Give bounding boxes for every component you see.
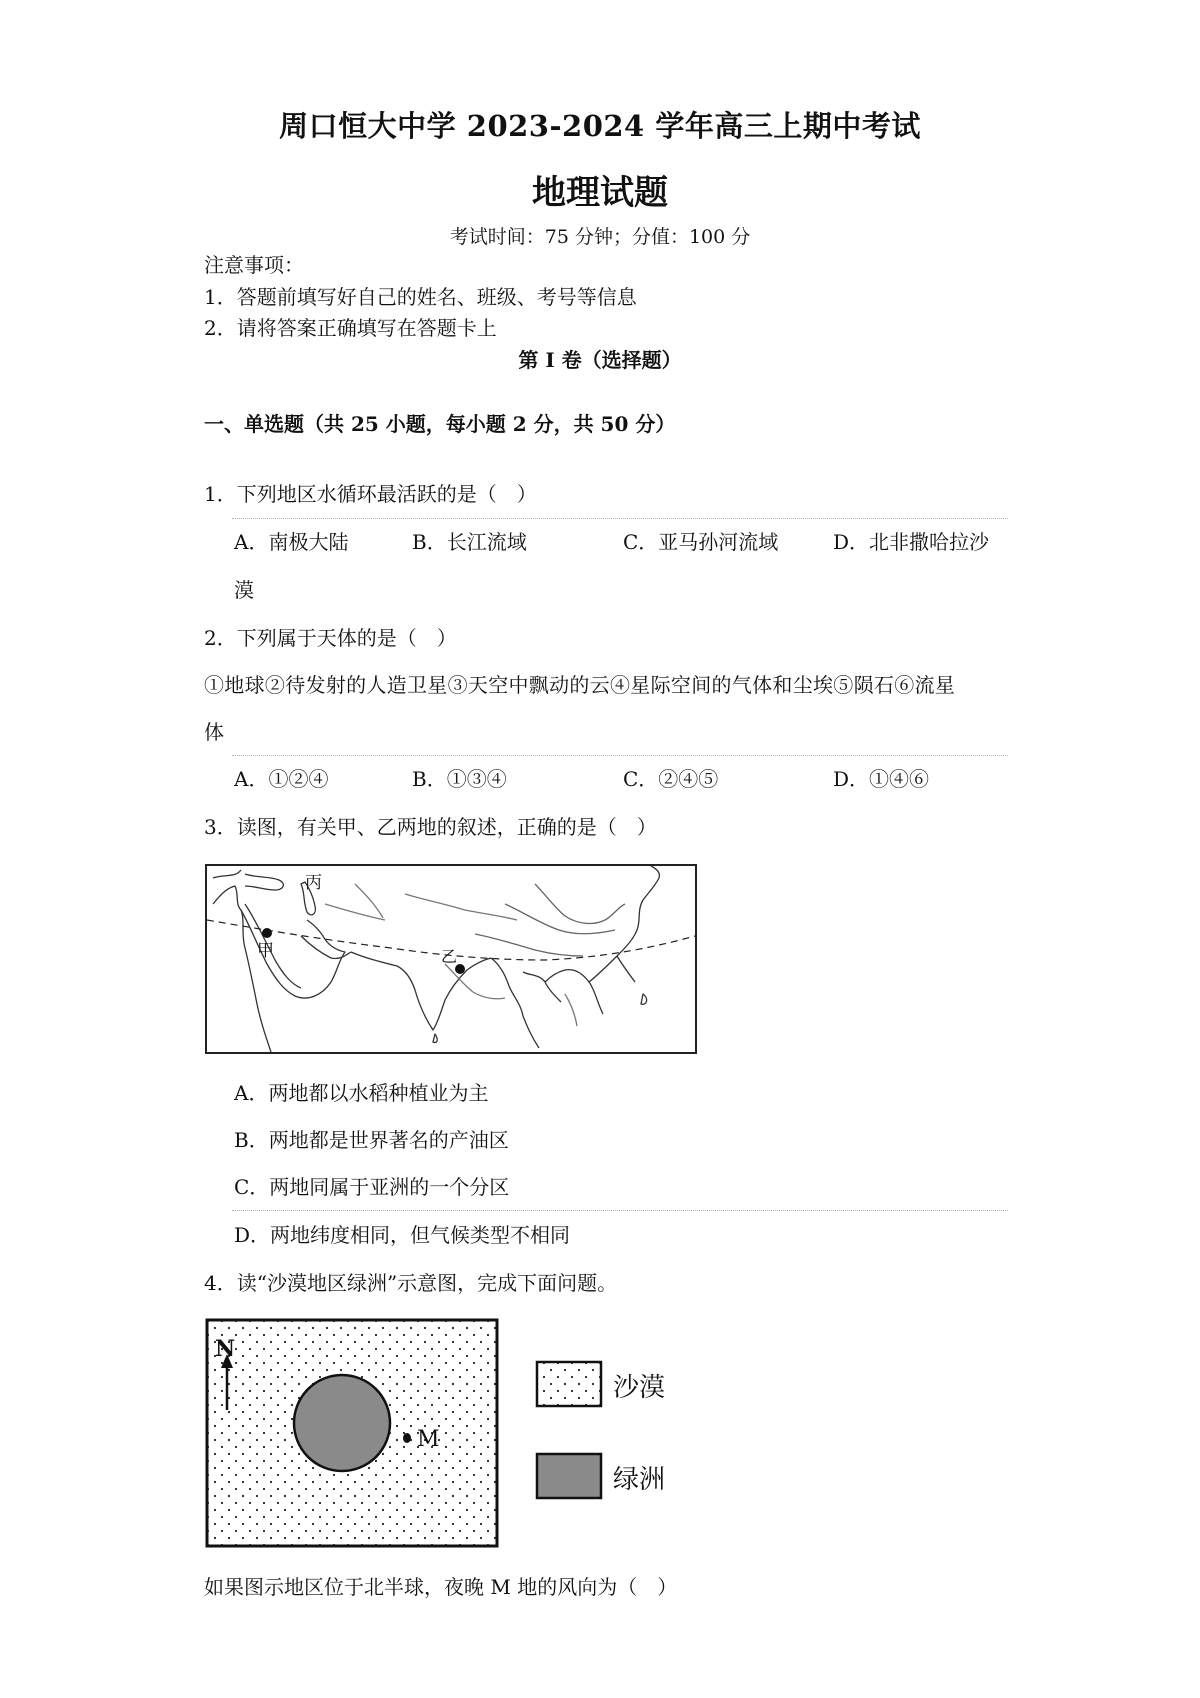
q3-option-b: B．两地都是世界著名的产油区 — [234, 1128, 509, 1152]
note-item: 1．答题前填写好自己的姓名、班级、考号等信息 — [204, 285, 637, 309]
legend-desert-swatch — [537, 1362, 601, 1406]
subject-title: 地理试题 — [532, 173, 668, 213]
point-m-label: M — [417, 1427, 440, 1452]
note-item: 2．请将答案正确填写在答题卡上 — [204, 316, 497, 340]
q1-option-c: C．亚马孙河流域 — [623, 530, 779, 554]
exam-info: 考试时间：75 分钟；分值：100 分 — [449, 226, 751, 248]
section-heading: 一、单选题（共 25 小题，每小题 2 分，共 50 分） — [204, 412, 676, 436]
question-3-stem: 3．读图，有关甲、乙两地的叙述，正确的是（ ） — [204, 815, 657, 839]
map-label-jia: 甲 — [257, 941, 274, 961]
q3-option-d: D．两地纬度相同，但气候类型不相同 — [234, 1223, 571, 1247]
q3-option-c: C．两地同属于亚洲的一个分区 — [234, 1175, 510, 1199]
point-jia — [262, 928, 272, 938]
school-title: 周口恒大中学 2023-2024 学年高三上期中考试 — [279, 109, 921, 143]
legend-oasis-label: 绿洲 — [613, 1465, 666, 1495]
asia-map-figure — [205, 864, 697, 1054]
q3-option-a: A．两地都以水稻种植业为主 — [234, 1081, 489, 1105]
map-label-bing: 丙 — [305, 873, 322, 893]
oasis-figure — [205, 1318, 675, 1550]
q2-option-c: C．②④⑤ — [623, 767, 719, 791]
q4-sub-question: 如果图示地区位于北半球，夜晚 M 地的风向为（ ） — [204, 1575, 678, 1599]
volume-title: 第 I 卷（选择题） — [518, 348, 682, 372]
divider — [232, 755, 1008, 756]
question-2-stem: 2．下列属于天体的是（ ） — [204, 626, 457, 650]
q2-statement: ①地球②待发射的人造卫星③天空中飘动的云④星际空间的气体和尘埃⑤陨石⑥流星 — [204, 673, 956, 697]
divider — [232, 1210, 1008, 1211]
q2-option-b: B．①③④ — [412, 767, 507, 791]
q1-option-b: B．长江流域 — [412, 530, 527, 554]
q1-option-d: D．北非撒哈拉沙 — [833, 530, 990, 554]
map-label-yi: 乙 — [441, 947, 458, 966]
question-4-stem: 4．读“沙漠地区绿洲”示意图，完成下面问题。 — [204, 1271, 618, 1295]
notes-heading: 注意事项： — [204, 253, 304, 277]
point-m — [403, 1433, 411, 1443]
divider — [232, 518, 1008, 519]
north-label: N — [215, 1336, 236, 1362]
q1-option-a: A．南极大陆 — [234, 530, 349, 554]
q1-option-d-wrap: 漠 — [234, 578, 254, 602]
q2-option-a: A．①②④ — [234, 767, 329, 791]
legend-desert-label: 沙漠 — [613, 1373, 666, 1403]
q2-option-d: D．①④⑥ — [833, 767, 930, 791]
legend-oasis-swatch — [537, 1454, 601, 1498]
question-1-stem: 1．下列地区水循环最活跃的是（ ） — [204, 482, 537, 506]
oasis-area — [294, 1375, 390, 1471]
q2-statement-wrap: 体 — [204, 720, 224, 744]
